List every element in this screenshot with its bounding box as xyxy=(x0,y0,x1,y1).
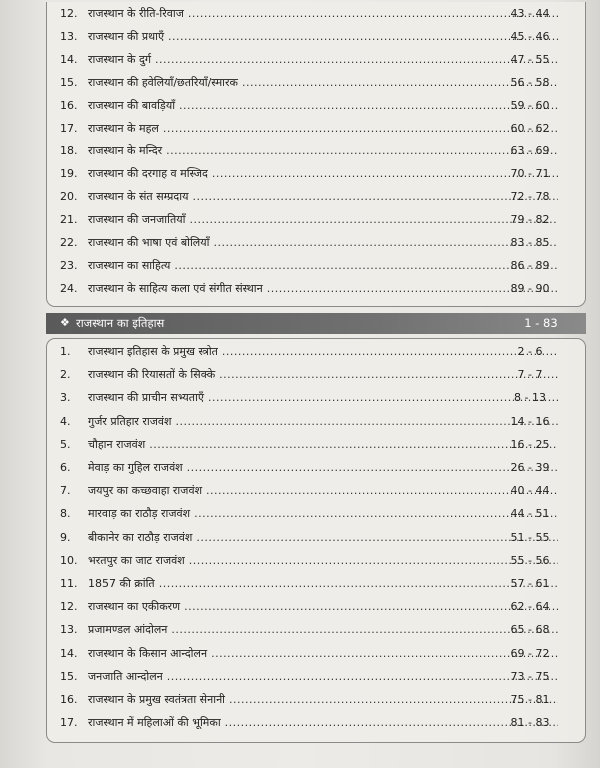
entry-number: 12. xyxy=(60,600,78,614)
entry-number: 15. xyxy=(60,669,78,683)
entry-number: 16. xyxy=(60,98,78,112)
entry-pages: 83 - 85 xyxy=(510,236,550,249)
entry-number: 17. xyxy=(60,121,78,135)
entry-title: राजस्थान का एकीकरण ..... xyxy=(88,599,558,615)
entry-title: राजस्थान की बावड़ियाँ ..... xyxy=(88,98,558,114)
entry-number: 18. xyxy=(60,144,78,158)
entry-number: 15. xyxy=(60,75,78,89)
entry-pages: 14 - 16 xyxy=(510,414,550,428)
entry-title: राजस्थान के महल ..... xyxy=(88,121,558,137)
entry-pages: 70 - 71 xyxy=(510,167,550,181)
entry-title: मेवाड़ का गुहिल राजवंश ..... xyxy=(88,460,558,476)
entry-title: राजस्थान की प्रथाएँ ..... xyxy=(88,29,558,45)
entry-pages: 45 - 46 xyxy=(510,29,550,43)
entry-pages: 89 - 90 xyxy=(510,281,550,295)
entry-title: चौहान राजवंश ..... xyxy=(88,437,558,453)
toc-entry xyxy=(60,211,580,229)
entry-pages: 57 - 61 xyxy=(510,577,550,590)
toc-entry xyxy=(60,188,580,206)
entry-title: राजस्थान की रियासतों के सिक्के ..... xyxy=(88,367,558,383)
entry-title: राजस्थान के संत सम्प्रदाय ..... xyxy=(88,189,558,205)
entry-pages: 86 - 89 xyxy=(510,258,550,272)
entry-number: 3. xyxy=(60,391,71,405)
toc-entry xyxy=(60,280,580,298)
entry-pages: 40 - 44 xyxy=(510,484,550,498)
entry-pages: 26 - 39 xyxy=(510,461,550,474)
entry-title: गुर्जर प्रतिहार राजवंश ..... xyxy=(88,414,558,430)
entry-number: 24. xyxy=(60,281,78,295)
entry-pages: 59 - 60 xyxy=(510,98,550,112)
toc-entry xyxy=(60,343,580,361)
entry-title: राजस्थान के दुर्ग ..... xyxy=(88,52,558,68)
toc-entry xyxy=(60,97,580,115)
entry-number: 16. xyxy=(60,693,78,706)
entry-number: 14. xyxy=(60,52,78,66)
entry-pages: 75 - 81 xyxy=(510,693,550,706)
entry-number: 8. xyxy=(60,507,71,521)
toc-entry xyxy=(60,436,580,454)
toc-entry xyxy=(60,120,580,138)
entry-pages: 62 - 64 xyxy=(510,600,550,614)
toc-entry xyxy=(60,575,580,593)
entry-number: 20. xyxy=(60,190,78,204)
entry-number: 17. xyxy=(60,716,78,730)
entry-pages: 63 - 69 xyxy=(510,144,550,158)
entry-number: 19. xyxy=(60,167,78,181)
entry-pages: 47 - 55 xyxy=(510,52,550,66)
toc-entry xyxy=(60,505,580,523)
entry-pages: 73 - 75 xyxy=(510,669,550,683)
entry-title: जनजाति आन्दोलन ..... xyxy=(88,669,558,685)
entry-title: मारवाड़ का राठौड़ राजवंश ..... xyxy=(88,506,558,522)
entry-number: 10. xyxy=(60,553,78,567)
entry-pages: 72 - 78 xyxy=(510,190,550,204)
entry-pages: 81 - 83 xyxy=(510,716,550,730)
toc-entry xyxy=(60,165,580,183)
entry-title: राजस्थान के रीति-रिवाज ..... xyxy=(88,6,558,22)
entry-pages: 8 - 13 xyxy=(514,391,546,405)
entry-pages: 2 - 6 xyxy=(517,345,543,358)
entry-title: राजस्थान की भाषा एवं बोलियाँ ..... xyxy=(88,235,558,251)
entry-title: राजस्थान की प्राचीन सभ्यताएँ ..... xyxy=(88,390,558,406)
entry-pages: 56 - 58 xyxy=(510,75,550,89)
entry-title: भरतपुर का जाट राजवंश ..... xyxy=(88,553,558,569)
entry-title: राजस्थान के साहित्य कला एवं संगीत संस्थान ..... xyxy=(88,281,558,297)
toc-entry xyxy=(60,28,580,46)
toc-entry xyxy=(60,51,580,69)
entry-title: राजस्थान की दरगाह व मस्जिद ..... xyxy=(88,166,558,182)
entry-pages: 16 - 25 xyxy=(510,437,550,451)
entry-title: राजस्थान की हवेलियाँ/छतरियाँ/स्मारक ..... xyxy=(88,75,558,91)
toc-entry xyxy=(60,552,580,570)
entry-title: प्रजामण्डल आंदोलन ..... xyxy=(88,622,558,638)
entry-number: 22. xyxy=(60,236,78,249)
toc-entry xyxy=(60,621,580,639)
entry-number: 11. xyxy=(60,577,78,590)
toc-entry xyxy=(60,598,580,616)
entry-title: जयपुर का कच्छवाहा राजवंश ..... xyxy=(88,483,558,499)
toc-entry xyxy=(60,257,580,275)
entry-pages: 7 - 7 xyxy=(517,368,543,382)
entry-pages: 44 - 51 xyxy=(510,507,550,521)
entry-number: 9. xyxy=(60,530,71,544)
entry-number: 13. xyxy=(60,623,78,637)
entry-number: 4. xyxy=(60,414,71,428)
toc-entry xyxy=(60,459,580,477)
toc-entry xyxy=(60,366,580,384)
entry-title: बीकानेर का राठौड़ राजवंश ..... xyxy=(88,530,558,546)
entry-pages: 69 - 72 xyxy=(510,646,550,660)
entry-number: 13. xyxy=(60,29,78,43)
entry-pages: 60 - 62 xyxy=(510,121,550,135)
entry-title: राजस्थान के प्रमुख स्वतंत्रता सेनानी ..... xyxy=(88,692,558,708)
entry-number: 6. xyxy=(60,461,71,474)
toc-entry xyxy=(60,714,580,732)
toc-entry xyxy=(60,389,580,407)
entry-title: राजस्थान का साहित्य ..... xyxy=(88,258,558,274)
entry-pages: 65 - 68 xyxy=(510,623,550,637)
diamond-bullet-icon: ❖ xyxy=(60,316,70,329)
entry-title: राजस्थान के किसान आन्दोलन ..... xyxy=(88,646,558,662)
toc-entry xyxy=(60,691,580,709)
entry-number: 12. xyxy=(60,7,78,20)
entry-pages: 51 - 55 xyxy=(510,530,550,544)
entry-title: 1857 की क्रांति ..... xyxy=(88,576,558,592)
entry-number: 7. xyxy=(60,484,71,498)
toc-entry xyxy=(60,142,580,160)
toc-entry xyxy=(60,529,580,547)
toc-entry xyxy=(60,668,580,686)
entry-title: राजस्थान में महिलाओं की भूमिका ..... xyxy=(88,715,558,731)
toc-entry xyxy=(60,234,580,252)
entry-number: 1. xyxy=(60,345,71,358)
entry-number: 2. xyxy=(60,368,71,382)
entry-number: 14. xyxy=(60,646,78,660)
section-title: राजस्थान का इतिहास xyxy=(76,316,165,330)
entry-title: राजस्थान के मन्दिर ..... xyxy=(88,143,558,159)
toc-entry xyxy=(60,413,580,431)
toc-entry xyxy=(60,74,580,92)
entry-pages: 43 - 44 xyxy=(510,7,550,20)
section-header-rajasthan-history xyxy=(46,313,586,334)
entry-number: 21. xyxy=(60,213,78,227)
section-page-range: 1 - 83 xyxy=(524,316,558,330)
toc-entry xyxy=(60,5,580,23)
entry-title: राजस्थान की जनजातियाँ ..... xyxy=(88,212,558,228)
toc-entry xyxy=(60,645,580,663)
entry-title: राजस्थान इतिहास के प्रमुख स्त्रोत ..... xyxy=(88,344,558,360)
toc-entry xyxy=(60,482,580,500)
entry-pages: 55 - 56 xyxy=(510,553,550,567)
entry-number: 5. xyxy=(60,437,71,451)
entry-pages: 79 - 82 xyxy=(510,213,550,227)
entry-number: 23. xyxy=(60,258,78,272)
